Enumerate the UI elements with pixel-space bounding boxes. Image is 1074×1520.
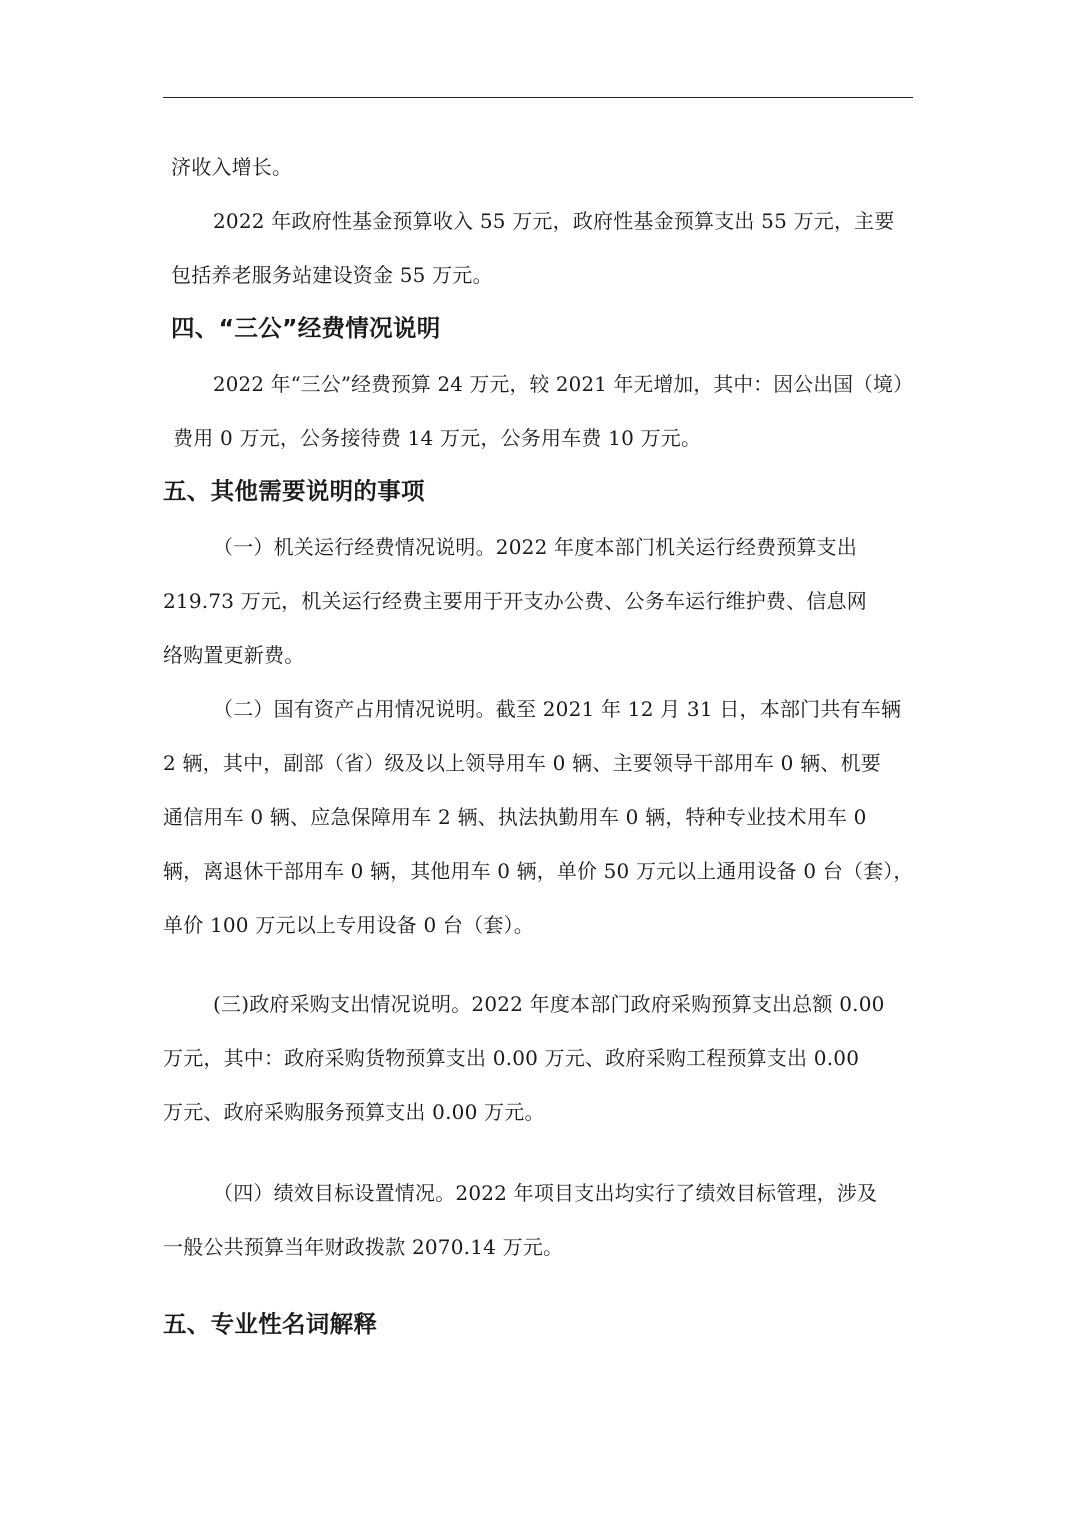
section-heading-sangong: 四、“三公”经费情况说明 — [171, 314, 441, 342]
paragraph-line: 包括养老服务站建设资金 55 万元。 — [171, 263, 493, 287]
paragraph-line: 2022 年“三公”经费预算 24 万元，较 2021 年无增加，其中：因公出国（境） — [213, 372, 914, 396]
paragraph-line: 络购置更新费。 — [163, 643, 305, 667]
paragraph-line: 万元，其中：政府采购货物预算支出 0.00 万元、政府采购工程预算支出 0.00 — [163, 1046, 860, 1070]
paragraph-line: （二）国有资产占用情况说明。截至 2021 年 12 月 31 日，本部门共有车辆 — [213, 697, 902, 721]
paragraph-line: 通信用车 0 辆、应急保障用车 2 辆、执法执勤用车 0 辆，特种专业技术用车 0 — [163, 805, 867, 829]
paragraph-line: 辆，离退休干部用车 0 辆，其他用车 0 辆，单价 50 万元以上通用设备 0 台（套）， — [163, 859, 914, 883]
paragraph-line: 一般公共预算当年财政拨款 2070.14 万元。 — [163, 1235, 564, 1259]
section-heading-other-matters: 五、其他需要说明的事项 — [163, 477, 425, 505]
paragraph-line: 单价 100 万元以上专用设备 0 台（套）。 — [163, 913, 534, 937]
paragraph-line: 费用 0 万元，公务接待费 14 万元，公务用车费 10 万元。 — [173, 426, 702, 450]
paragraph-line: 济收入增长。 — [171, 155, 293, 179]
paragraph-line: 万元、政府采购服务预算支出 0.00 万元。 — [163, 1100, 545, 1124]
paragraph-line: 219.73 万元，机关运行经费主要用于开支办公费、公务车运行维护费、信息网 — [163, 589, 867, 613]
section-heading-glossary: 五、专业性名词解释 — [163, 1310, 378, 1338]
paragraph-line: 2 辆，其中，副部（省）级及以上领导用车 0 辆、主要领导干部用车 0 辆、机要 — [163, 751, 881, 775]
paragraph-line: (三)政府采购支出情况说明。2022 年度本部门政府采购预算支出总额 0.00 — [213, 992, 885, 1016]
header-rule — [163, 97, 913, 98]
paragraph-line: （一）机关运行经费情况说明。2022 年度本部门机关运行经费预算支出 — [213, 535, 858, 559]
paragraph-line: 2022 年政府性基金预算收入 55 万元，政府性基金预算支出 55 万元，主要 — [213, 209, 895, 233]
paragraph-line: （四）绩效目标设置情况。2022 年项目支出均实行了绩效目标管理，涉及 — [213, 1181, 878, 1205]
